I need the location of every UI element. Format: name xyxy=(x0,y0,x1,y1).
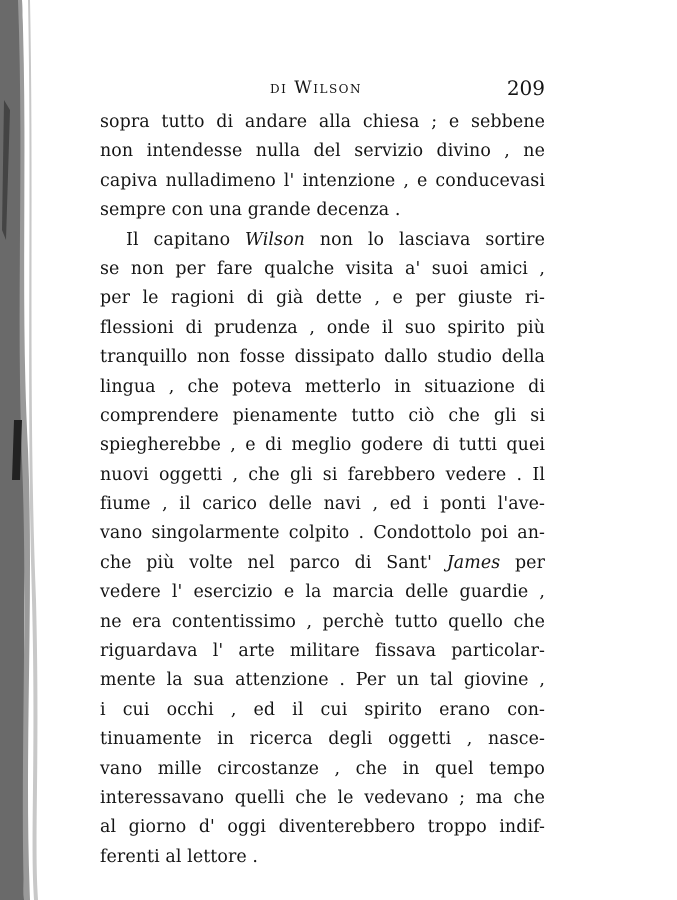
text-line xyxy=(100,549,545,578)
text-line: spiegherebbe , e di meglio godere di tutti quei xyxy=(100,435,545,456)
text-line: non intendesse nulla del servizio divino , ne xyxy=(100,141,545,162)
text-line: ferenti al lettore . xyxy=(100,846,259,867)
text-span: Il capitano xyxy=(126,229,246,250)
text-line: sempre con una grande decenza . xyxy=(100,200,401,221)
page-number: 209 xyxy=(506,76,545,100)
italic-name-wilson: Wilson xyxy=(245,229,305,250)
text-line: riguardava l' arte militare fissava particolar- xyxy=(100,641,545,662)
text-span: per xyxy=(500,552,545,573)
text-line: fiume , il carico delle navi , ed i ponti l'ave- xyxy=(100,494,545,515)
text-line: i cui occhi , ed il cui spirito erano con- xyxy=(100,699,545,720)
book-page xyxy=(100,72,545,872)
italic-name-james: James xyxy=(446,552,501,573)
text-line: per le ragioni di già dette , e per giuste ri- xyxy=(100,288,545,309)
running-head: di Wilson xyxy=(270,78,363,98)
text-line: vedere l' esercizio e la marcia delle guardie , xyxy=(100,582,545,603)
text-line: se non per fare qualche visita a' suoi amici , xyxy=(100,258,545,279)
text-line: interessavano quelli che le vedevano ; ma che xyxy=(100,787,545,808)
text-line xyxy=(100,226,545,255)
text-line: nuovi oggetti , che gli si farebbero vedere . Il xyxy=(100,464,545,485)
text-line: vano singolarmente colpito . Condottolo poi an- xyxy=(100,523,545,544)
text-line: tranquillo non fosse dissipato dallo studio della xyxy=(100,347,545,368)
text-line: mente la sua attenzione . Per un tal giovine , xyxy=(100,670,545,691)
text-line: capiva nulladimeno l' intenzione , e conducevasi xyxy=(100,170,545,191)
text-line: flessioni di prudenza , onde il suo spirito più xyxy=(100,317,545,338)
text-line: al giorno d' oggi diventerebbero troppo indif- xyxy=(100,817,545,838)
body-text xyxy=(100,108,545,872)
text-line: vano mille circostanze , che in quel tempo xyxy=(100,758,545,779)
text-line: lingua , che poteva metterlo in situazione di xyxy=(100,376,545,397)
page-binding-edge xyxy=(0,0,60,900)
text-line: tinuamente in ricerca degli oggetti , nasce- xyxy=(100,729,545,750)
text-span: che più volte nel parco di Sant' xyxy=(100,552,447,573)
text-line: ne era contentissimo , perchè tutto quello che xyxy=(100,611,545,632)
text-line: sopra tutto di andare alla chiesa ; e sebbene xyxy=(100,112,545,132)
text-line: comprendere pienamente tutto ciò che gli si xyxy=(100,405,545,426)
page-header xyxy=(100,72,545,108)
text-span: non lo lasciava sortire xyxy=(304,229,545,250)
